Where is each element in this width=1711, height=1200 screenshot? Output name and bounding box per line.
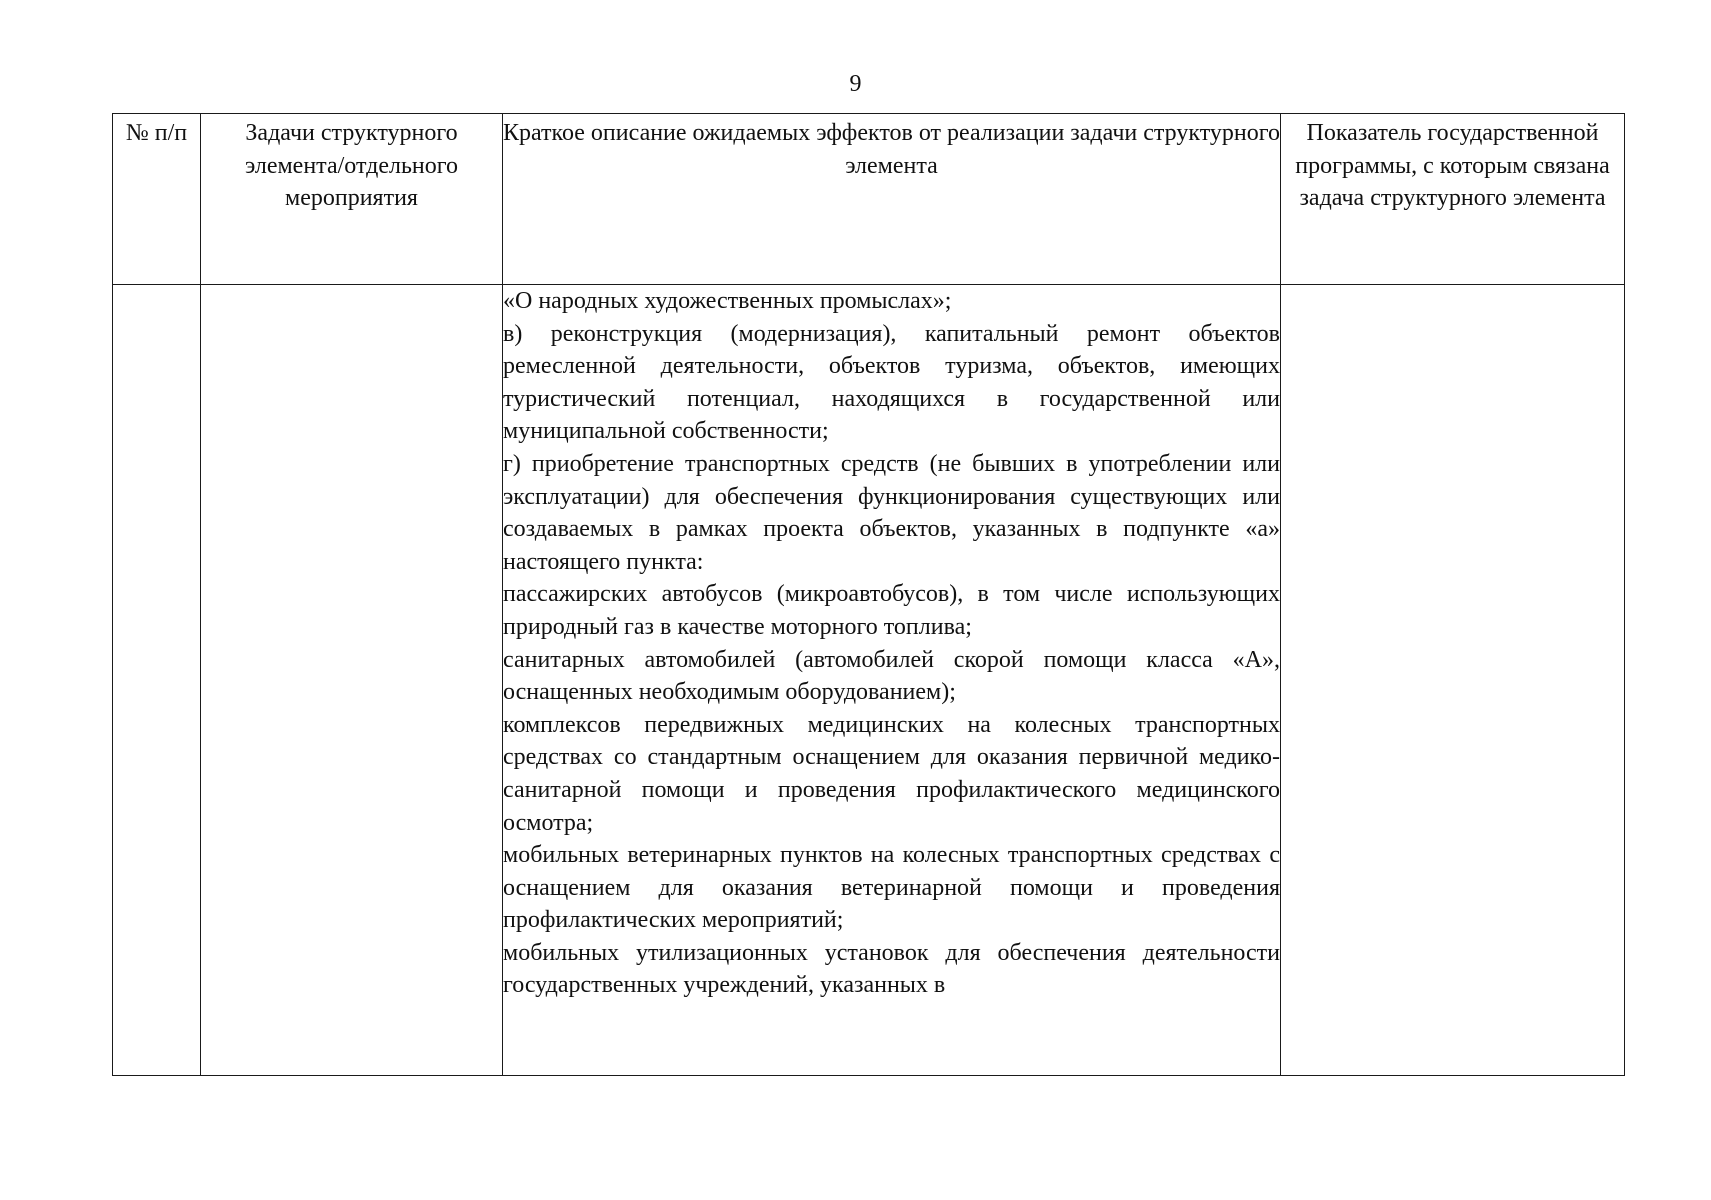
cell-number [113,285,201,1076]
description-paragraph: мобильных ветеринарных пунктов на колесных транспортных средствах с оснащением для оказания ветеринарной помощи и проведения профилактических мероприятий; [503,842,1280,934]
header-task: Задачи структурного элемента/отдельного мероприятия [201,114,503,285]
description-paragraph: г) приобретение транспортных средств (не бывших в употреблении или эксплуатации) для обеспечения функционирования существующих или создаваемых в рамках проекта объектов, указанных в подпункте «а» настоящего пункта: [503,450,1280,575]
cell-indicator [1281,285,1625,1076]
header-number: № п/п [113,114,201,285]
description-paragraph: мобильных утилизационных установок для обеспечения деятельности государственных учреждений, указанных в [503,939,1280,999]
cell-description [503,285,1281,1076]
page-number: 9 [849,71,862,97]
table-header-row [113,114,1625,285]
cell-task [201,285,503,1076]
description-paragraph: в) реконструкция (модернизация), капитальный ремонт объектов ремесленной деятельности, объектов туризма, объектов, имеющих туристический потенциал, находящихся в государственной или муниципальной собственности; [503,320,1280,445]
description-paragraph: пассажирских автобусов (микроавтобусов), в том числе использующих природный газ в качестве моторного топлива; [503,581,1280,640]
description-paragraph: комплексов передвижных медицинских на колесных транспортных средствах со стандартным оснащением для оказания первичной медико-санитарной помощи и проведения профилактического медицинского осмотра; [503,711,1280,836]
tasks-table [112,113,1625,1076]
description-paragraph: санитарных автомобилей (автомобилей скорой помощи класса «А», оснащенных необходимым оборудованием); [503,646,1280,706]
header-indicator: Показатель государственной программы, с которым связана задача структурного элемента [1281,114,1625,285]
table-row [113,285,1625,1076]
header-description: Краткое описание ожидаемых эффектов от реализации задачи структурного элемента [503,114,1281,285]
description-paragraph: «О народных художественных промыслах»; [503,288,952,314]
